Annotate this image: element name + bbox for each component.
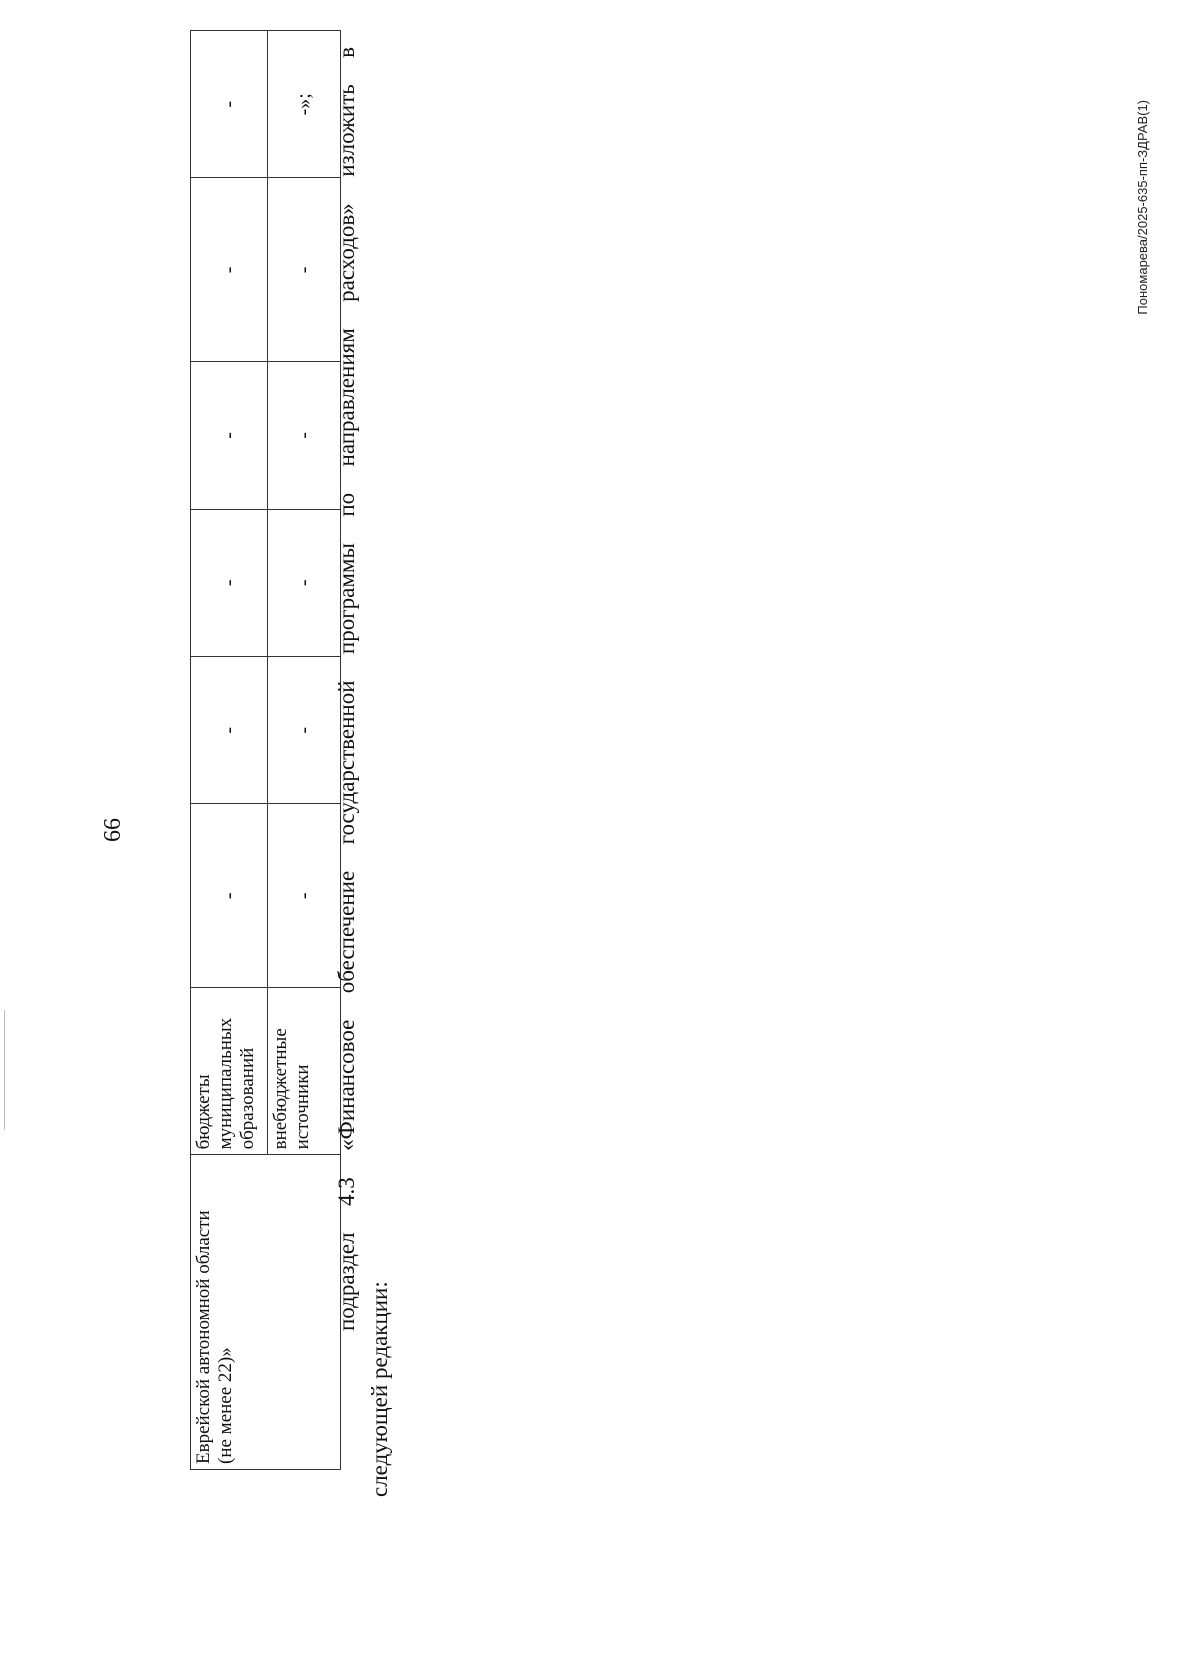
paragraph-line: следующей редакции:: [367, 1281, 392, 1497]
value-cell: -: [191, 804, 268, 988]
source-line: муниципальных: [215, 1017, 236, 1150]
source-cell: [191, 988, 268, 1155]
source-line: образований: [237, 1047, 258, 1150]
source-line: источники: [292, 1064, 313, 1150]
value-cell: -»;: [268, 31, 341, 178]
table-row: [191, 31, 268, 1470]
value-cell: -: [268, 804, 341, 988]
program-label-line: Еврейской автономной области: [193, 1210, 214, 1464]
value-cell: -: [191, 31, 268, 178]
page-number: 66: [100, 818, 126, 842]
funding-table: [190, 30, 341, 1470]
value-cell: -: [268, 509, 341, 656]
value-cell: -: [191, 362, 268, 509]
amendment-paragraph: [330, 47, 396, 1497]
program-label-cell: [191, 1155, 341, 1470]
value-cell: -: [268, 362, 341, 509]
value-cell: -: [191, 657, 268, 804]
value-cell: -: [191, 178, 268, 362]
program-label-line: (не менее 22)»: [215, 1347, 236, 1464]
paragraph-line: подраздел 4.3 «Финансовое обеспечение государственной программы по направлениям расходов» изложить в: [334, 47, 359, 1331]
source-line: внебюджетные: [270, 1028, 291, 1150]
document-code: Пономарева/2025-635-пп-ЗДРАВ(1): [1135, 100, 1150, 315]
source-line: бюджеты: [193, 1074, 214, 1150]
value-cell: -: [191, 509, 268, 656]
value-cell: -: [268, 178, 341, 362]
value-cell: -: [268, 657, 341, 804]
